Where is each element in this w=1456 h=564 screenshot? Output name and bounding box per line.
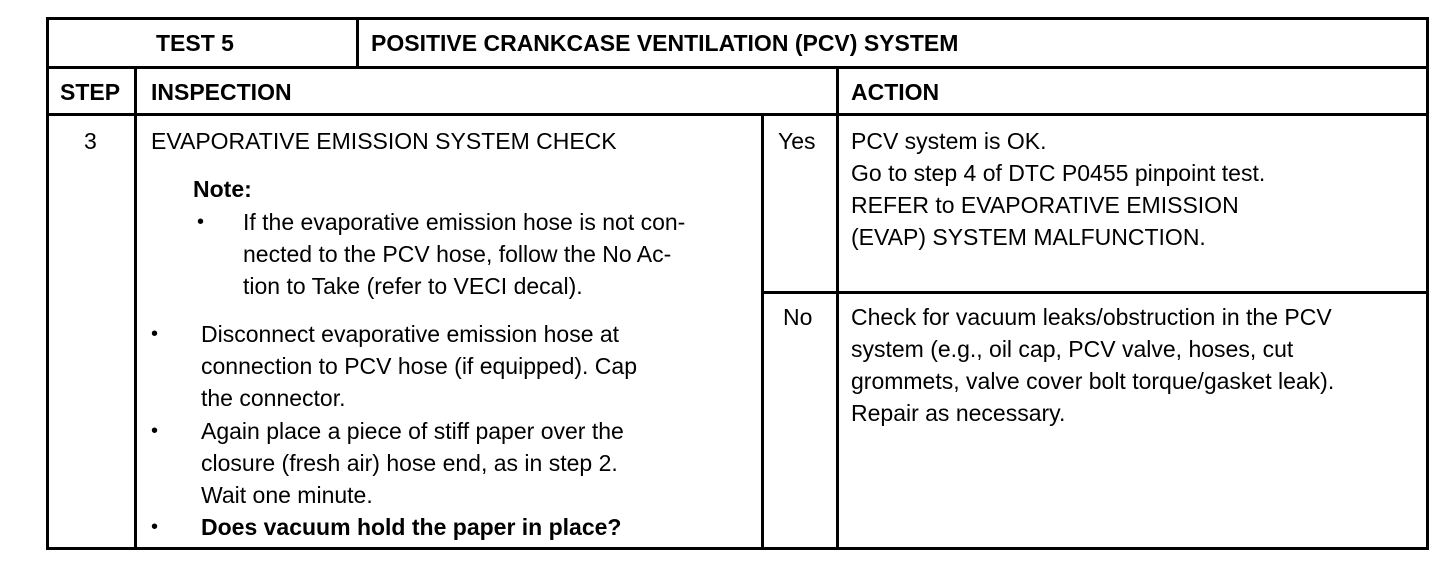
yes-action-line: (EVAP) SYSTEM MALFUNCTION.: [851, 224, 1206, 250]
column-header-action: ACTION: [851, 79, 940, 105]
no-action-line: Repair as necessary.: [851, 400, 1066, 426]
column-header-inspection: INSPECTION: [151, 79, 292, 105]
test-label: TEST 5: [156, 30, 234, 56]
yes-label: Yes: [778, 128, 816, 154]
note-line: If the evaporative emission hose is not con-: [243, 209, 686, 235]
step-line: Wait one minute.: [201, 482, 373, 508]
inspection-title: EVAPORATIVE EMISSION SYSTEM CHECK: [151, 128, 617, 154]
step-question: Does vacuum hold the paper in place?: [201, 514, 622, 540]
step-line: connection to PCV hose (if equipped). Cap: [201, 353, 637, 379]
header-divider: [46, 66, 1429, 69]
yes-action-line: Go to step 4 of DTC P0455 pinpoint test.: [851, 160, 1266, 186]
step-bullet: •: [151, 420, 159, 442]
title-divider: [356, 17, 359, 68]
note-line: tion to Take (refer to VECI decal).: [243, 273, 583, 299]
step-number: 3: [84, 128, 97, 154]
step-column-divider: [134, 66, 137, 550]
step-line: Disconnect evaporative emission hose at: [201, 321, 620, 347]
step-bullet: •: [151, 516, 159, 538]
step-line: closure (fresh air) hose end, as in step 2.: [201, 450, 618, 476]
column-header-step: STEP: [60, 79, 121, 105]
answer-column-divider: [761, 113, 764, 550]
step-line: the connector.: [201, 385, 346, 411]
note-label: Note:: [193, 176, 252, 202]
yes-action-line: REFER to EVAPORATIVE EMISSION: [851, 192, 1239, 218]
column-header-divider: [46, 113, 1429, 116]
no-label: No: [783, 304, 813, 330]
note-bullet: •: [197, 211, 205, 233]
step-bullet: •: [151, 323, 159, 345]
no-action-line: Check for vacuum leaks/obstruction in the PCV: [851, 304, 1332, 330]
yes-action-line: PCV system is OK.: [851, 128, 1047, 154]
no-action-line: grommets, valve cover bolt torque/gasket leak).: [851, 368, 1335, 394]
no-action-line: system (e.g., oil cap, PCV valve, hoses, cut: [851, 336, 1294, 362]
note-line: nected to the PCV hose, follow the No Ac-: [243, 241, 672, 267]
step-line: Again place a piece of stiff paper over the: [201, 418, 624, 444]
yes-no-divider: [763, 291, 1429, 294]
page-title: POSITIVE CRANKCASE VENTILATION (PCV) SYSTEM: [371, 30, 959, 56]
inspection-action-divider: [836, 66, 839, 550]
